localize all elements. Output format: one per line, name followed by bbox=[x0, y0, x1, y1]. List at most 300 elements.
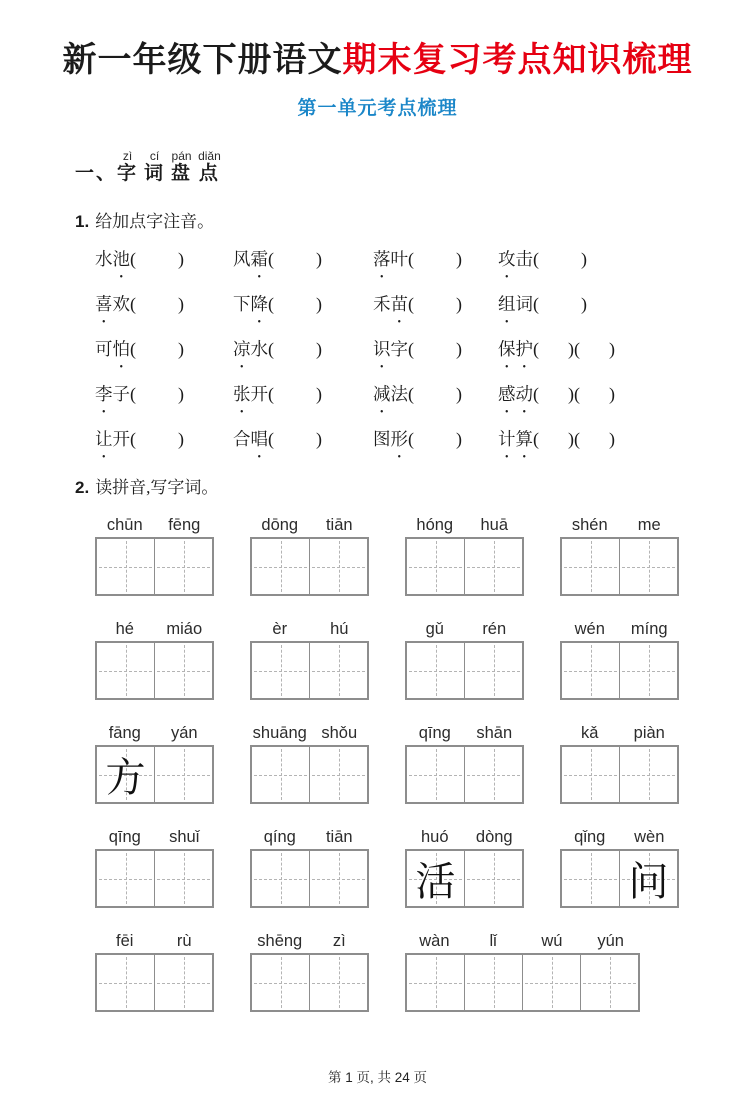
pinyin-word-group bbox=[250, 924, 369, 1012]
character-cell bbox=[252, 851, 310, 906]
pinyin-syllable: gǔ bbox=[425, 620, 444, 638]
paren-open: ( bbox=[408, 429, 414, 449]
pinyin-syllable: èr bbox=[272, 620, 288, 638]
pinyin-syllable: wàn bbox=[419, 932, 450, 950]
paren-open: ( bbox=[130, 384, 136, 404]
pinyin-word-group bbox=[560, 612, 679, 700]
grid-row bbox=[95, 508, 705, 596]
character-cell bbox=[407, 955, 465, 1010]
paren-close: ) bbox=[581, 294, 587, 314]
paren-close: ) bbox=[456, 294, 462, 314]
word-item bbox=[95, 381, 233, 406]
character-cell bbox=[620, 539, 677, 594]
pinyin-syllable: kǎ bbox=[581, 724, 599, 742]
heading-char-pinyin: pán bbox=[171, 149, 193, 163]
word-char: 动 bbox=[515, 384, 533, 404]
pinyin-syllable: fēng bbox=[168, 516, 201, 534]
word-char: 落 bbox=[373, 249, 391, 269]
character-grid-box bbox=[250, 537, 369, 596]
character-cell bbox=[465, 539, 522, 594]
paren-close: ) bbox=[178, 339, 184, 359]
paren-open: ( bbox=[574, 429, 580, 449]
page-number-footer: 第 1 页, 共 24 页 bbox=[327, 1070, 428, 1085]
heading-char bbox=[144, 149, 166, 184]
character-cell bbox=[155, 643, 212, 698]
paren-open: ( bbox=[408, 339, 414, 359]
pinyin-word-group bbox=[405, 820, 524, 908]
character-cell bbox=[310, 747, 367, 802]
pinyin-syllable: chūn bbox=[106, 516, 143, 534]
unit-subtitle: 第一单元考点梳理 bbox=[297, 98, 458, 119]
paren-close: ) bbox=[609, 384, 615, 404]
paren-open: ( bbox=[268, 249, 274, 269]
word-char: 感 bbox=[498, 384, 516, 404]
pinyin-syllable: zì bbox=[332, 932, 346, 950]
character-grid-box bbox=[250, 745, 369, 804]
character-grid-box bbox=[95, 849, 214, 908]
answer-blank bbox=[130, 249, 184, 269]
character-cell bbox=[465, 955, 523, 1010]
pinyin-syllable: rù bbox=[176, 932, 192, 950]
word-item bbox=[373, 381, 498, 406]
pinyin-syllable: dōng bbox=[261, 516, 299, 534]
character-cell bbox=[465, 643, 522, 698]
word-char: 凉 bbox=[233, 339, 251, 359]
q2-writing-grids bbox=[95, 508, 705, 1012]
paren-close: ) bbox=[316, 294, 322, 314]
word-char: 保 bbox=[498, 339, 516, 359]
pinyin-label-row bbox=[560, 508, 679, 535]
word-char: 击 bbox=[515, 249, 533, 269]
paren-close: ) bbox=[609, 429, 615, 449]
character-cell bbox=[465, 851, 522, 906]
paren-close: ) bbox=[568, 384, 574, 404]
word-char: 护 bbox=[515, 339, 533, 359]
paren-open: ( bbox=[574, 339, 580, 359]
heading-char bbox=[171, 149, 193, 184]
word-item bbox=[233, 426, 373, 451]
pinyin-label-row bbox=[560, 612, 679, 639]
character-cell bbox=[562, 643, 620, 698]
pinyin-syllable: wèn bbox=[634, 828, 665, 846]
paren-close: ) bbox=[178, 294, 184, 314]
q1-row bbox=[95, 381, 705, 406]
answer-blank bbox=[268, 339, 322, 359]
handwritten-character: 问 bbox=[628, 859, 669, 904]
word-char: 叶 bbox=[390, 249, 408, 269]
pinyin-word-group bbox=[560, 508, 679, 596]
pinyin-word-group bbox=[405, 924, 640, 1012]
word-item bbox=[95, 291, 233, 316]
pinyin-syllable: lǐ bbox=[489, 932, 497, 950]
heading-char-text: 盘 bbox=[171, 163, 193, 184]
word-char: 字 bbox=[390, 339, 408, 359]
character-cell bbox=[252, 643, 310, 698]
word-char: 池 bbox=[112, 249, 130, 269]
character-cell bbox=[97, 539, 155, 594]
answer-blank bbox=[268, 294, 322, 314]
character-cell bbox=[97, 747, 155, 802]
pinyin-word-group bbox=[405, 508, 524, 596]
character-cell bbox=[155, 539, 212, 594]
pinyin-syllable: hóng bbox=[416, 516, 454, 534]
character-cell bbox=[523, 955, 581, 1010]
answer-blank bbox=[574, 384, 615, 404]
pinyin-syllable: fāng bbox=[108, 724, 141, 742]
character-cell bbox=[155, 955, 212, 1010]
page-title-red: 期末复习考点知识梳理 bbox=[342, 42, 693, 79]
pinyin-syllable: miáo bbox=[166, 620, 203, 638]
character-cell bbox=[155, 747, 212, 802]
paren-close: ) bbox=[581, 249, 587, 269]
pinyin-syllable: shuǐ bbox=[169, 828, 200, 846]
pinyin-syllable: wén bbox=[574, 620, 605, 638]
character-cell bbox=[310, 539, 367, 594]
character-grid-box bbox=[95, 537, 214, 596]
grid-row bbox=[95, 716, 705, 804]
grid-row bbox=[95, 820, 705, 908]
heading-char-pinyin: zì bbox=[117, 149, 139, 163]
pinyin-word-group bbox=[95, 716, 214, 804]
pinyin-syllable: dòng bbox=[475, 828, 513, 846]
pinyin-syllable: qíng bbox=[263, 828, 296, 846]
paren-close: ) bbox=[178, 429, 184, 449]
pinyin-label-row bbox=[405, 716, 524, 743]
character-cell bbox=[407, 539, 465, 594]
character-grid-box bbox=[250, 849, 369, 908]
answer-blank bbox=[268, 249, 322, 269]
character-grid-box bbox=[405, 641, 524, 700]
word-char: 喜 bbox=[95, 294, 113, 314]
pinyin-label-row bbox=[405, 820, 524, 847]
pinyin-word-group bbox=[560, 820, 679, 908]
word-item bbox=[373, 246, 498, 271]
character-grid-box bbox=[95, 641, 214, 700]
character-cell bbox=[310, 851, 367, 906]
character-grid-box bbox=[560, 745, 679, 804]
character-grid-box bbox=[560, 641, 679, 700]
pinyin-syllable: huó bbox=[420, 828, 449, 846]
character-cell bbox=[562, 851, 620, 906]
word-char: 法 bbox=[390, 384, 408, 404]
pinyin-label-row bbox=[405, 508, 524, 535]
paren-open: ( bbox=[130, 294, 136, 314]
pinyin-syllable: tiān bbox=[325, 516, 353, 534]
page-title-black: 新一年级下册语文 bbox=[62, 42, 343, 79]
character-cell bbox=[252, 539, 310, 594]
paren-open: ( bbox=[533, 429, 539, 449]
pinyin-word-group bbox=[250, 820, 369, 908]
paren-open: ( bbox=[130, 429, 136, 449]
paren-open: ( bbox=[268, 294, 274, 314]
word-char: 识 bbox=[373, 339, 391, 359]
pinyin-syllable: qīng bbox=[418, 724, 451, 742]
paren-open: ( bbox=[408, 294, 414, 314]
character-cell bbox=[97, 643, 155, 698]
paren-open: ( bbox=[130, 249, 136, 269]
paren-open: ( bbox=[268, 339, 274, 359]
character-grid-box bbox=[405, 953, 640, 1012]
pinyin-syllable: piàn bbox=[633, 724, 665, 742]
pinyin-label-row bbox=[95, 508, 214, 535]
paren-close: ) bbox=[456, 429, 462, 449]
character-grid-box bbox=[95, 745, 214, 804]
word-char: 可 bbox=[95, 339, 113, 359]
word-char: 降 bbox=[250, 294, 268, 314]
section-1-heading bbox=[75, 150, 705, 185]
word-item bbox=[498, 381, 705, 406]
answer-blank bbox=[533, 339, 574, 359]
answer-blank bbox=[408, 294, 462, 314]
pinyin-word-group bbox=[560, 716, 679, 804]
pinyin-syllable: me bbox=[637, 516, 661, 534]
character-cell bbox=[562, 539, 620, 594]
paren-open: ( bbox=[533, 249, 539, 269]
word-item bbox=[498, 246, 705, 271]
pinyin-syllable: hé bbox=[115, 620, 134, 638]
grid-row bbox=[95, 924, 705, 1012]
pinyin-word-group bbox=[250, 612, 369, 700]
q1-row bbox=[95, 291, 705, 316]
word-char: 苗 bbox=[390, 294, 408, 314]
heading-char-text: 点 bbox=[198, 163, 221, 184]
word-item bbox=[95, 426, 233, 451]
character-cell bbox=[581, 955, 638, 1010]
word-char: 风 bbox=[233, 249, 251, 269]
character-cell bbox=[407, 851, 465, 906]
pinyin-syllable: hú bbox=[330, 620, 349, 638]
word-char: 让 bbox=[95, 429, 113, 449]
character-cell bbox=[155, 851, 212, 906]
character-cell bbox=[252, 955, 310, 1010]
question-1-text: 给加点字注音。 bbox=[95, 212, 215, 231]
answer-blank bbox=[408, 429, 462, 449]
paren-close: ) bbox=[456, 339, 462, 359]
pinyin-syllable: míng bbox=[630, 620, 668, 638]
pinyin-syllable: qīng bbox=[108, 828, 141, 846]
paren-open: ( bbox=[574, 384, 580, 404]
pinyin-syllable: shǒu bbox=[321, 724, 358, 742]
pinyin-word-group bbox=[95, 820, 214, 908]
paren-close: ) bbox=[568, 429, 574, 449]
character-cell bbox=[620, 851, 677, 906]
word-item bbox=[373, 291, 498, 316]
pinyin-syllable: qǐng bbox=[574, 828, 606, 846]
pinyin-label-row bbox=[250, 508, 369, 535]
answer-blank bbox=[533, 384, 574, 404]
question-2-text: 读拼音,写字词。 bbox=[95, 478, 219, 497]
word-item bbox=[498, 291, 705, 316]
question-1-number: 1. bbox=[75, 212, 90, 231]
paren-close: ) bbox=[456, 384, 462, 404]
section-1-prefix: 一、 bbox=[75, 163, 118, 184]
word-item bbox=[233, 291, 373, 316]
heading-char-text: 词 bbox=[144, 163, 166, 184]
character-cell bbox=[252, 747, 310, 802]
answer-blank bbox=[533, 249, 587, 269]
pinyin-label-row bbox=[250, 820, 369, 847]
pinyin-word-group bbox=[95, 924, 214, 1012]
character-cell bbox=[620, 643, 677, 698]
character-grid-box bbox=[250, 641, 369, 700]
word-item bbox=[498, 336, 705, 361]
pinyin-label-row bbox=[250, 612, 369, 639]
q1-row bbox=[95, 426, 705, 451]
paren-open: ( bbox=[130, 339, 136, 359]
word-char: 子 bbox=[112, 384, 130, 404]
pinyin-syllable: wú bbox=[541, 932, 563, 950]
paren-close: ) bbox=[316, 384, 322, 404]
paren-close: ) bbox=[316, 429, 322, 449]
word-char: 合 bbox=[233, 429, 251, 449]
word-char: 图 bbox=[373, 429, 391, 449]
q1-word-list bbox=[95, 246, 705, 451]
paren-open: ( bbox=[408, 384, 414, 404]
handwritten-character: 方 bbox=[105, 755, 146, 800]
pinyin-label-row bbox=[95, 820, 214, 847]
paren-close: ) bbox=[178, 384, 184, 404]
character-grid-box bbox=[405, 745, 524, 804]
pinyin-word-group bbox=[405, 612, 524, 700]
paren-open: ( bbox=[533, 339, 539, 359]
word-char: 怕 bbox=[112, 339, 130, 359]
character-grid-box bbox=[405, 849, 524, 908]
heading-char-pinyin: cí bbox=[144, 149, 166, 163]
character-cell bbox=[97, 851, 155, 906]
pinyin-syllable: yán bbox=[170, 724, 198, 742]
paren-close: ) bbox=[609, 339, 615, 359]
word-char: 词 bbox=[515, 294, 533, 314]
word-char: 算 bbox=[515, 429, 533, 449]
pinyin-label-row bbox=[95, 716, 214, 743]
answer-blank bbox=[574, 339, 615, 359]
word-item bbox=[233, 381, 373, 406]
word-char: 减 bbox=[373, 384, 391, 404]
answer-blank bbox=[268, 429, 322, 449]
worksheet-content bbox=[75, 150, 705, 1012]
answer-blank bbox=[130, 429, 184, 449]
character-grid-box bbox=[95, 953, 214, 1012]
pinyin-label-row bbox=[250, 924, 369, 951]
word-item bbox=[95, 246, 233, 271]
q1-row bbox=[95, 336, 705, 361]
character-grid-box bbox=[560, 537, 679, 596]
pinyin-syllable: shēng bbox=[257, 932, 303, 950]
pinyin-label-row bbox=[560, 820, 679, 847]
pinyin-label-row bbox=[95, 612, 214, 639]
character-cell bbox=[562, 747, 620, 802]
pinyin-syllable: shān bbox=[476, 724, 513, 742]
pinyin-syllable: tiān bbox=[325, 828, 353, 846]
paren-close: ) bbox=[316, 339, 322, 359]
word-char: 欢 bbox=[112, 294, 130, 314]
pinyin-word-group bbox=[95, 612, 214, 700]
pinyin-word-group bbox=[95, 508, 214, 596]
word-char: 形 bbox=[390, 429, 408, 449]
answer-blank bbox=[268, 384, 322, 404]
character-cell bbox=[620, 747, 677, 802]
paren-close: ) bbox=[456, 249, 462, 269]
character-cell bbox=[310, 955, 367, 1010]
heading-char bbox=[117, 149, 139, 184]
page-title bbox=[0, 32, 755, 81]
answer-blank bbox=[574, 429, 615, 449]
heading-char-text: 字 bbox=[117, 163, 139, 184]
word-char: 张 bbox=[233, 384, 251, 404]
word-item bbox=[233, 246, 373, 271]
word-char: 攻 bbox=[498, 249, 516, 269]
answer-blank bbox=[408, 339, 462, 359]
word-char: 唱 bbox=[250, 429, 268, 449]
answer-blank bbox=[533, 429, 574, 449]
word-char: 李 bbox=[95, 384, 113, 404]
pinyin-label-row bbox=[560, 716, 679, 743]
paren-open: ( bbox=[408, 249, 414, 269]
heading-char bbox=[198, 149, 221, 184]
question-2-label bbox=[75, 473, 705, 498]
character-grid-box bbox=[560, 849, 679, 908]
character-cell bbox=[407, 643, 465, 698]
word-item bbox=[373, 336, 498, 361]
word-char: 霜 bbox=[250, 249, 268, 269]
character-grid-box bbox=[405, 537, 524, 596]
heading-char-pinyin: diǎn bbox=[198, 149, 221, 163]
question-1-label bbox=[75, 207, 705, 232]
answer-blank bbox=[408, 249, 462, 269]
grid-row bbox=[95, 612, 705, 700]
character-cell bbox=[465, 747, 522, 802]
pinyin-syllable: fēi bbox=[116, 932, 134, 950]
word-char: 计 bbox=[498, 429, 516, 449]
handwritten-character: 活 bbox=[415, 859, 456, 904]
pinyin-label-row bbox=[405, 924, 640, 951]
paren-open: ( bbox=[268, 384, 274, 404]
pinyin-syllable: rén bbox=[482, 620, 507, 638]
answer-blank bbox=[533, 294, 587, 314]
word-item bbox=[233, 336, 373, 361]
answer-blank bbox=[130, 384, 184, 404]
question-2-number: 2. bbox=[75, 478, 90, 497]
word-char: 开 bbox=[250, 384, 268, 404]
pinyin-label-row bbox=[95, 924, 214, 951]
pinyin-syllable: huā bbox=[480, 516, 509, 534]
paren-close: ) bbox=[316, 249, 322, 269]
character-cell bbox=[97, 955, 155, 1010]
paren-close: ) bbox=[178, 249, 184, 269]
answer-blank bbox=[130, 339, 184, 359]
word-item bbox=[498, 426, 705, 451]
word-char: 下 bbox=[233, 294, 251, 314]
pinyin-label-row bbox=[405, 612, 524, 639]
paren-close: ) bbox=[568, 339, 574, 359]
answer-blank bbox=[408, 384, 462, 404]
pinyin-syllable: shén bbox=[571, 516, 608, 534]
word-char: 组 bbox=[498, 294, 516, 314]
answer-blank bbox=[130, 294, 184, 314]
pinyin-syllable: shuāng bbox=[252, 724, 307, 742]
character-grid-box bbox=[250, 953, 369, 1012]
paren-open: ( bbox=[533, 294, 539, 314]
word-char: 水 bbox=[95, 249, 113, 269]
character-cell bbox=[310, 643, 367, 698]
pinyin-syllable: yún bbox=[597, 932, 624, 950]
pinyin-label-row bbox=[250, 716, 369, 743]
character-cell bbox=[407, 747, 465, 802]
paren-open: ( bbox=[533, 384, 539, 404]
word-char: 禾 bbox=[373, 294, 391, 314]
word-item bbox=[95, 336, 233, 361]
word-item bbox=[373, 426, 498, 451]
